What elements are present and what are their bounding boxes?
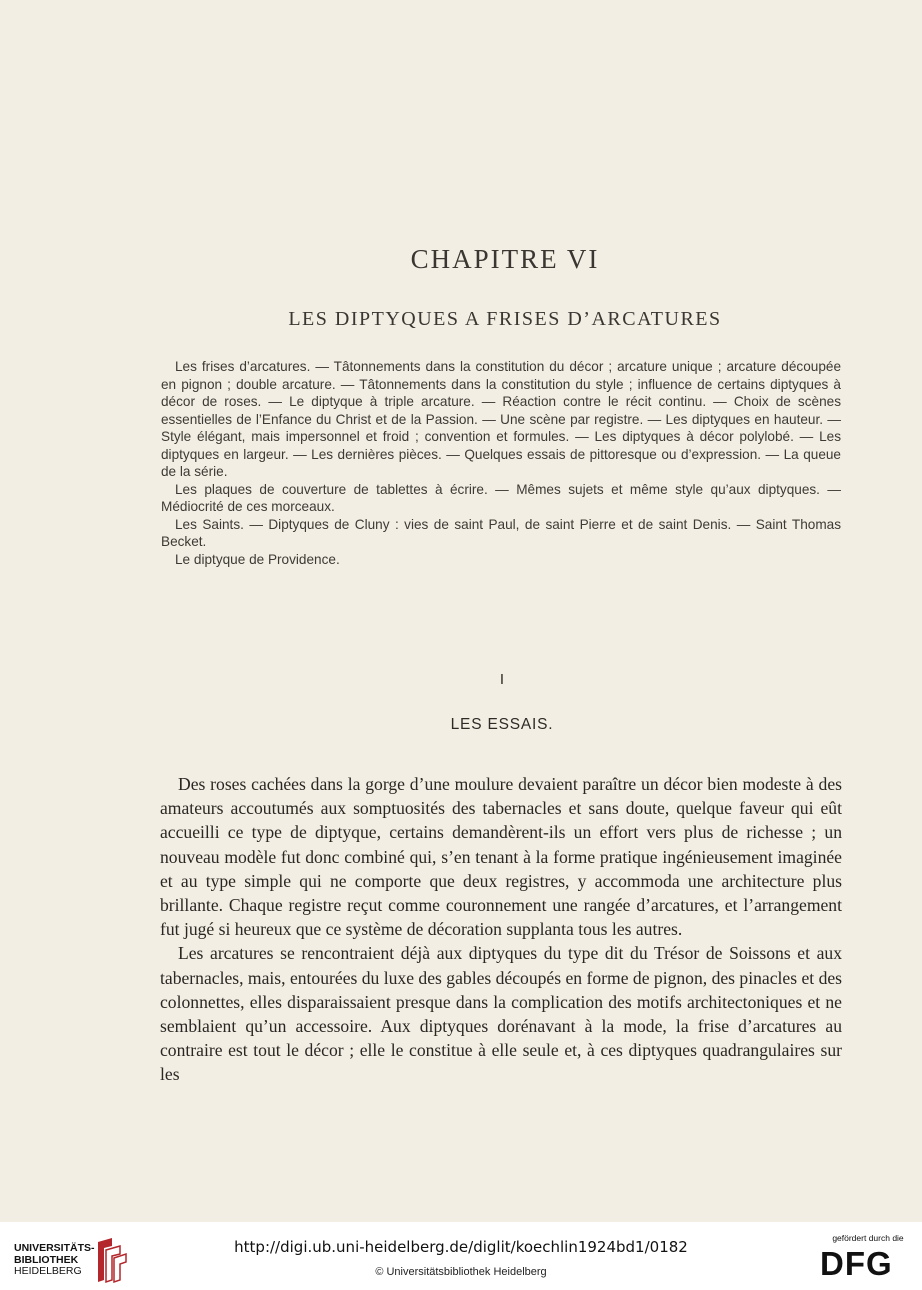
copyright-notice: © Universitätsbibliothek Heidelberg bbox=[375, 1266, 547, 1278]
library-name-line3: HEIDELBERG bbox=[14, 1265, 82, 1277]
section-title: LES ESSAIS. bbox=[450, 716, 554, 733]
chapter-summary bbox=[161, 358, 841, 568]
section-number: I bbox=[499, 671, 505, 688]
body-paragraph: Les arcatures se rencontraient déjà aux diptyques du type dit du Trésor de Soissons et aux tabernacles, mais, entourées du luxe des gables découpés en forme de pignon, des pinacles et des colonnettes, elles disparaissaient presque dans la complication des motifs architectoniques et ne semblaient qu’un accessoire. Aux diptyques dorénavant à la mode, la frise d’arcatures au contraire est tout le décor ; elle le constitue à elle seule et, à ces diptyques quadrangulaires sur les bbox=[160, 943, 843, 1085]
dfg-logo[interactable]: DFG bbox=[820, 1245, 893, 1282]
body-text bbox=[160, 772, 842, 1087]
library-name-line2: BIBLIOTHEK bbox=[14, 1253, 79, 1266]
library-name-line1: UNIVERSITÄTS- bbox=[14, 1242, 95, 1254]
funder-label: gefördert durch die bbox=[832, 1233, 904, 1243]
chapter-number: CHAPITRE VI bbox=[410, 244, 600, 274]
chapter-title: LES DIPTYQUES A FRISES D’ARCATURES bbox=[288, 308, 722, 330]
summary-paragraph: Les plaques de couverture de tablettes à écrire. — Mêmes sujets et même style qu’aux diptyques. — Médiocrité de ces morceaux. bbox=[161, 481, 841, 514]
summary-paragraph: Le diptyque de Providence. bbox=[175, 551, 340, 567]
summary-paragraph: Les Saints. — Diptyques de Cluny : vies de saint Paul, de saint Pierre et de saint Denis. — Saint Thomas Becket. bbox=[161, 516, 841, 549]
viewer-footer bbox=[0, 1222, 922, 1290]
permalink-url[interactable]: http://digi.ub.uni-heidelberg.de/diglit/koechlin1924bd1/0182 bbox=[234, 1238, 688, 1256]
summary-paragraph: Les frises d’arcatures. — Tâtonnements dans la constitution du décor ; arcature unique ; arcature découpée en pignon ; double arcature. — Tâtonnements dans la constitution du style ; influence de certains diptyques à décor de roses. — Le diptyque à triple arcature. — Réaction contre le récit continu. — Choix de scènes essentielles de l’Enfance du Christ et de la Passion. — Une scène par registre. — Les diptyques en hauteur. — Style élégant, mais impersonnel et froid ; convention et formules. — Les diptyques à décor polylobé. — Les diptyques en largeur. — Les dernières pièces. — Quelques essais de pittoresque ou d’expression. — La queue de la série. bbox=[161, 359, 841, 479]
body-paragraph: Des roses cachées dans la gorge d’une moulure devaient paraître un décor bien modeste à des amateurs accoutumés aux somptuosités des tabernacles et sans doute, quelque faveur qui eût accueilli ce type de diptyque, certains demandèrent-ils un effort vers plus de richesse ; un nouveau modèle fut donc combiné qui, s’en tenant à la forme pratique ingénieusement imaginée et au type simple qui ne comporte que deux registres, y accommoda une architecture plus brillante. Chaque registre reçut comme couronnement une rangée d’arcatures, et l’arrangement fut jugé si heureux que ce système de décoration supplanta tous les autres. bbox=[160, 774, 842, 940]
